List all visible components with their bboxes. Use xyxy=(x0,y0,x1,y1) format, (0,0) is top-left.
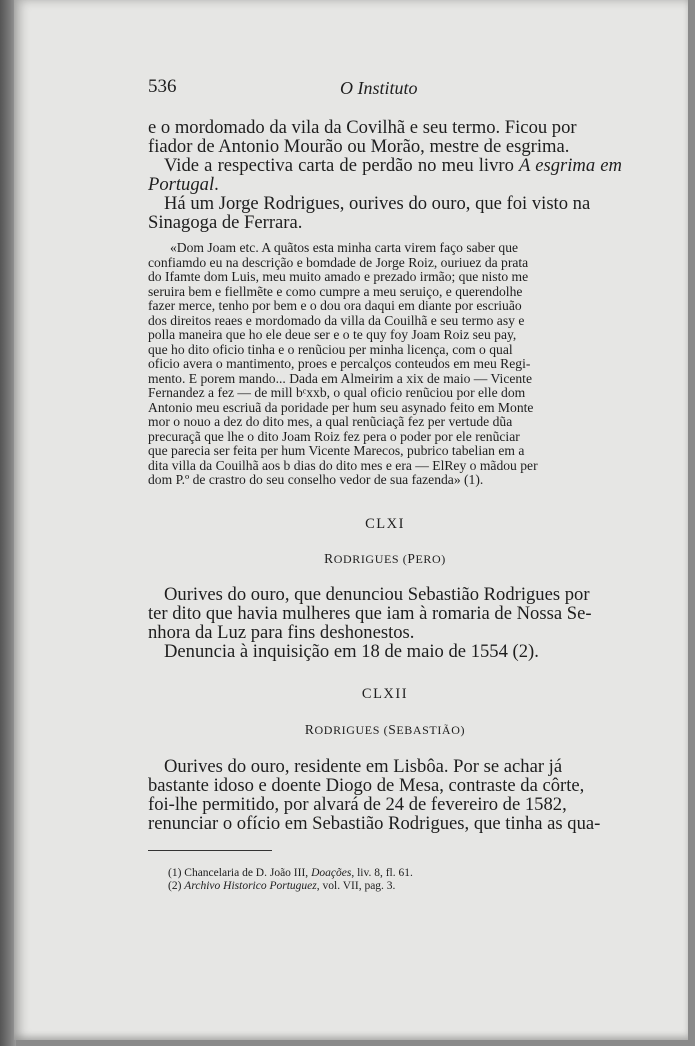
section-clxi xyxy=(148,516,622,533)
para2 xyxy=(148,156,622,194)
footnote-1-text: (1) Chancelaria de D. João III, xyxy=(168,867,312,879)
section-name: RODRIGUES (PERO) xyxy=(324,551,446,566)
footnote-2 xyxy=(168,880,395,892)
quote-line: Antonio meu escriuã da poridade per hum seu asynado feito em Monte xyxy=(148,399,534,415)
para3-line2: Sinagoga de Ferrara. xyxy=(148,212,303,233)
footnote-1-end: , liv. 8, fl. 61. xyxy=(351,867,413,879)
opening-paragraphs xyxy=(148,118,622,232)
quote-line: confiamdo eu na descrição e bomdade de Jorge Roiz, ouriuez da prata xyxy=(148,254,529,270)
quote-line: dita villa da Couilhã aos b dias do dito mes e era — ElRey o mãdou per xyxy=(148,457,538,473)
charter-quote xyxy=(148,241,622,488)
para2-end: . xyxy=(214,174,219,195)
quote-line: seruira bem e fiellmẽte e como cumpre a meu seruiço, e querendolhe xyxy=(148,283,523,299)
quote-line: precuraçã que lhe o dito Joam Roiz fez pera o poder por ele renũciar xyxy=(148,428,520,444)
section-line: Denuncia à inquisição em 18 de maio de 1554 (2). xyxy=(164,641,539,662)
footnote-1-italic: Doações xyxy=(311,867,352,879)
page-number: 536 xyxy=(148,76,177,97)
section-numeral: CLXII xyxy=(361,686,409,702)
section-clxi-body xyxy=(148,585,622,661)
quote-line: do Ifamte dom Luis, meu muito amado e prezado irmão; que nisto me xyxy=(148,269,529,284)
para1-line1: e o mordomado da vila da Covilhã e seu termo. Ficou por xyxy=(148,117,577,138)
section-clxii xyxy=(148,686,622,703)
quote-line: mor o nouo a dez do dito mes, a qual renũciaçã fez per vertude dũa xyxy=(148,414,513,429)
footnote-1 xyxy=(168,867,413,879)
para2-book-title: A esgrima em Portugal xyxy=(148,155,622,195)
para3-line1: Há um Jorge Rodrigues, ourives do ouro, que foi visto na xyxy=(164,193,591,214)
section-line: renunciar o ofício em Sebastião Rodrigues, que tinha as qua- xyxy=(148,813,601,834)
quote-line: polla maneira que ho ele deue ser e o te quy foy Joam Roiz seu pay, xyxy=(148,327,517,342)
quote-line: «Dom Joam etc. A quãtos esta minha carta virem faço saber que xyxy=(170,240,519,255)
footnote-2-end: , vol. VII, pag. 3. xyxy=(316,880,396,892)
section-clxii-heading xyxy=(148,722,622,738)
para1-line2: fiador de Antonio Mourão ou Morão, mestre de esgrima. xyxy=(148,136,570,157)
section-clxii-body xyxy=(148,757,622,833)
section-numeral: CLXI xyxy=(365,516,405,532)
quote-line: dos direitos reaes e mordomado da villa da Couilhã e seu termo asy e xyxy=(148,312,525,328)
footnote-2-text: (2) xyxy=(168,880,185,892)
section-line: foi-lhe permitido, por alvará de 24 de fevereiro de 1582, xyxy=(148,794,567,815)
section-line: Ourives do ouro, residente em Lisbôa. Por se achar já xyxy=(164,756,563,777)
quote-line: Fernandez a fez — de mill bᶜxxb, o qual oficio renũciou por elle dom xyxy=(148,385,526,400)
section-line: nhora da Luz para fins deshonestos. xyxy=(148,622,415,643)
section-line: ter dito que havia mulheres que iam à romaria de Nossa Se- xyxy=(148,603,592,624)
quote-line: oficio avera o mantimento, proes e percalços conteudos em meu Regi- xyxy=(148,356,531,371)
quote-line: mento. E porem mando... Dada em Almeirim a xix de maio — Vicente xyxy=(148,370,532,386)
section-name: RODRIGUES (SEBASTIÃO) xyxy=(304,722,466,737)
quote-line: fazer merce, tenho por bem e o dou ora daqui em diante por escriuão xyxy=(148,298,522,313)
footnote-rule xyxy=(148,850,272,851)
quote-line: dom P.º de crastro do seu conselho vedor de sua fazenda» (1). xyxy=(148,472,484,487)
para2-text: Vide a respectiva carta de perdão no meu livro xyxy=(164,155,520,176)
section-line: Ourives do ouro, que denunciou Sebastião Rodrigues por xyxy=(164,584,590,605)
running-title: O Instituto xyxy=(340,78,418,98)
quote-line: que ho dito oficio tinha e o renũciou per minha licença, com o qual xyxy=(148,341,513,357)
footnote-2-italic: Archivo Historico Portuguez xyxy=(184,880,317,892)
section-line: bastante idoso e doente Diogo de Mesa, contraste da côrte, xyxy=(148,775,585,796)
quote-line: que parecia ser feita per hum Vicente Marecos, pubrico tabelian em a xyxy=(148,443,525,458)
section-clxi-heading xyxy=(148,551,622,567)
